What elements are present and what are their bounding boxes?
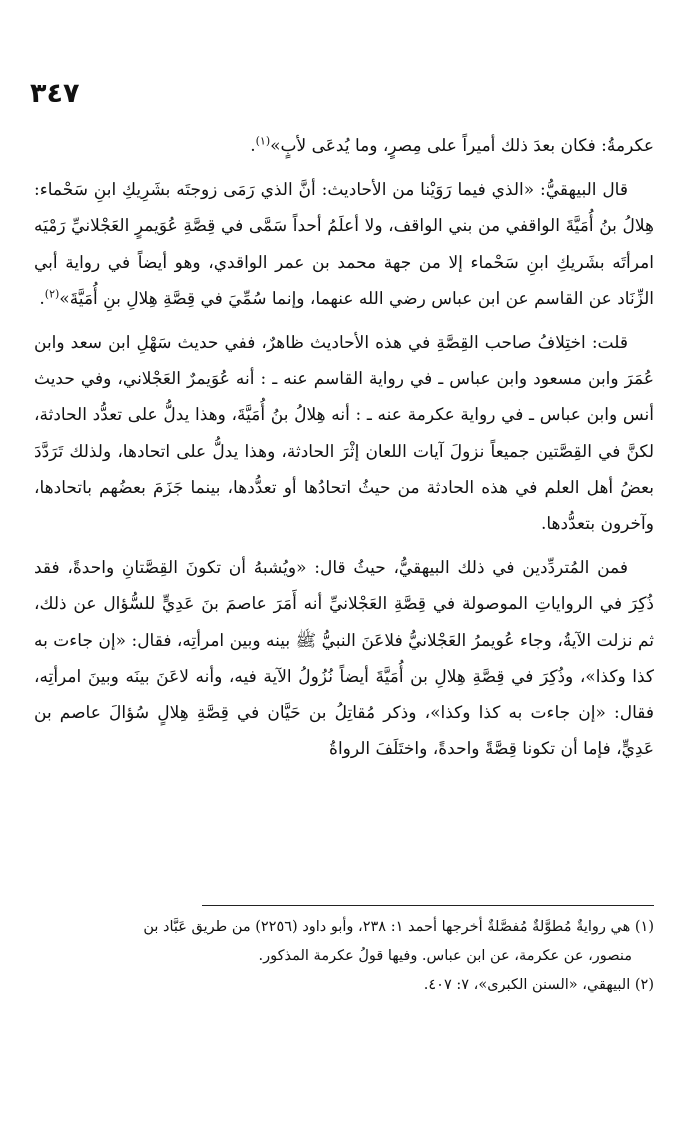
footnotes bbox=[34, 913, 654, 1000]
footnote-1: (١) هي روايةٌ مُطوَّلةٌ مُفصَّلةٌ أخرجها أحمد ١: ٢٣٨، وأبو داود (٢٢٥٦) من طريق عَبَّاد بن bbox=[143, 919, 654, 935]
paragraph-2-text: قال البيهقيُّ: «الذي فيما رَوَيْنا من الأحاديث: أنَّ الذي رَمَى زوجتَه بشَرِيكِ ابنِ سَحْماء: هِلالُ بنُ أُمَيَّةَ الواقفي من بني الواقف، ولا أعلَمُ أحداً سَمَّى في قِصَّةِ عُوَيمرٍ العَجْلانيِّ رَمْيَه امرأتَه بشَريكِ ابنِ سَحْماء إلا من جهة محمد بن عمر الواقدي، وهو أيضاً في رواية أبي الزِّنَاد عن القاسم عن ابن عباس رضي الله عنهما، وإنما سُمِّيَ في قِصَّةِ هِلالِ بنِ أُمَيَّةَ» bbox=[34, 180, 654, 309]
footnote-2: (٢) البيهقي، «السنن الكبرى»، ٧: ٤٠٧. bbox=[423, 977, 654, 993]
main-text bbox=[34, 128, 654, 775]
footnote-divider bbox=[202, 905, 654, 906]
footnote-ref-1: (١) bbox=[255, 134, 271, 148]
paragraph-3: قلت: اختِلافُ صاحب القِصَّةِ في هذه الأحاديث ظاهرٌ، ففي حديث سَهْلِ ابن سعد وابن عُمَرَ وابن مسعود وابن عباس ـ في رواية القاسم عنه ـ : أنه عُوَيمرٌ العَجْلاني، وفي حديث أنس وابن عباس ـ في رواية عكرمة عنه ـ : أنه هِلالُ بنُ أُمَيَّةَ، وهذا يدلُّ على تعدُّد الحادثة، لكنَّ في القِصَّتين جميعاً نزولَ آيات اللعان إثْرَ الحادثة، وهذا يدلُّ على اتحادها، ولذلك تَرَدَّدَ بعضُ أهل العلم في هذه الحادثة من حيثُ اتحادُها أو تعدُّدها، بينما جَزَمَ بعضُهم باتحادها، وآخرون بتعدُّدها. bbox=[34, 333, 654, 535]
paragraph-2: قال البيهقيُّ: «الذي فيما رَوَيْنا من الأحاديث: أنَّ الذي رَمَى زوجتَه بشَرِيكِ ابنِ سَحْماء: هِلالُ بنُ أُمَيَّةَ الواقفي من بني الواقف، ولا أعلَمُ أحداً سَمَّى في قِصَّةِ عُوَيمرٍ العَجْلانيِّ رَمْيَه امرأتَه بشَريكِ ابنِ سَحْماء إلا من جهة محمد بن عمر الواقدي، وهو أيضاً في رواية أبي الزِّنَاد عن القاسم عن ابن عباس رضي الله عنهما، وإنما سُمِّيَ في قِصَّةِ هِلالِ بنِ أُمَيَّةَ»$^{(٢)}$. bbox=[34, 180, 654, 309]
footnote-1-continued: منصور، عن عكرمة، عن ابن عباس. وفيها قولُ عكرمة المذكور. bbox=[258, 948, 632, 964]
paragraph-1: عكرمةُ: فكان بعدَ ذلك أميراً على مِصرٍ، وما يُدعَى لأبٍ»$^{(١)}$. bbox=[250, 134, 654, 156]
footnote-ref-2: (٢) bbox=[44, 287, 60, 301]
paragraph-1-text: عكرمةُ: فكان بعدَ ذلك أميراً على مِصرٍ، وما يُدعَى لأبٍ» bbox=[270, 136, 654, 156]
paragraph-4: فمن المُتردِّدين في ذلك البيهقيُّ، حيثُ قال: «ويُشبهُ أن تكونَ القِصَّتانِ واحدةً، فقد ذُكِرَ في الرواياتِ الموصولة في قِصَّةِ العَجْلانيِّ أنه أَمَرَ عاصمَ بنَ عَدِيٍّ للسُّؤال عن ذلك، ثم نزلت الآيةُ، وجاء عُويمرُ العَجْلانيُّ فلاعَنَ النبيُّ ﷺ بينه وبين امرأتِه، فقال: «إن جاءت به كذا وكذا»، وذُكِرَ في قِصَّةِ هِلالِ بن أُمَيَّةَ أيضاً نُزُولُ الآية فيه، وأنه لاعَنَ بينَه وبينَ امرأتِه، فقال: «إن جاءت به كذا وكذا»، وذكر مُقاتِلُ بن حَيَّان في قِصَّةِ هِلالٍ سُؤالَ عاصم بن عَدِيٍّ، فإما أن تكونا قِصَّةً واحدةً، واختَلَفَ الرواةُ bbox=[34, 558, 654, 760]
page-number: ٣٤٧ bbox=[30, 78, 80, 109]
